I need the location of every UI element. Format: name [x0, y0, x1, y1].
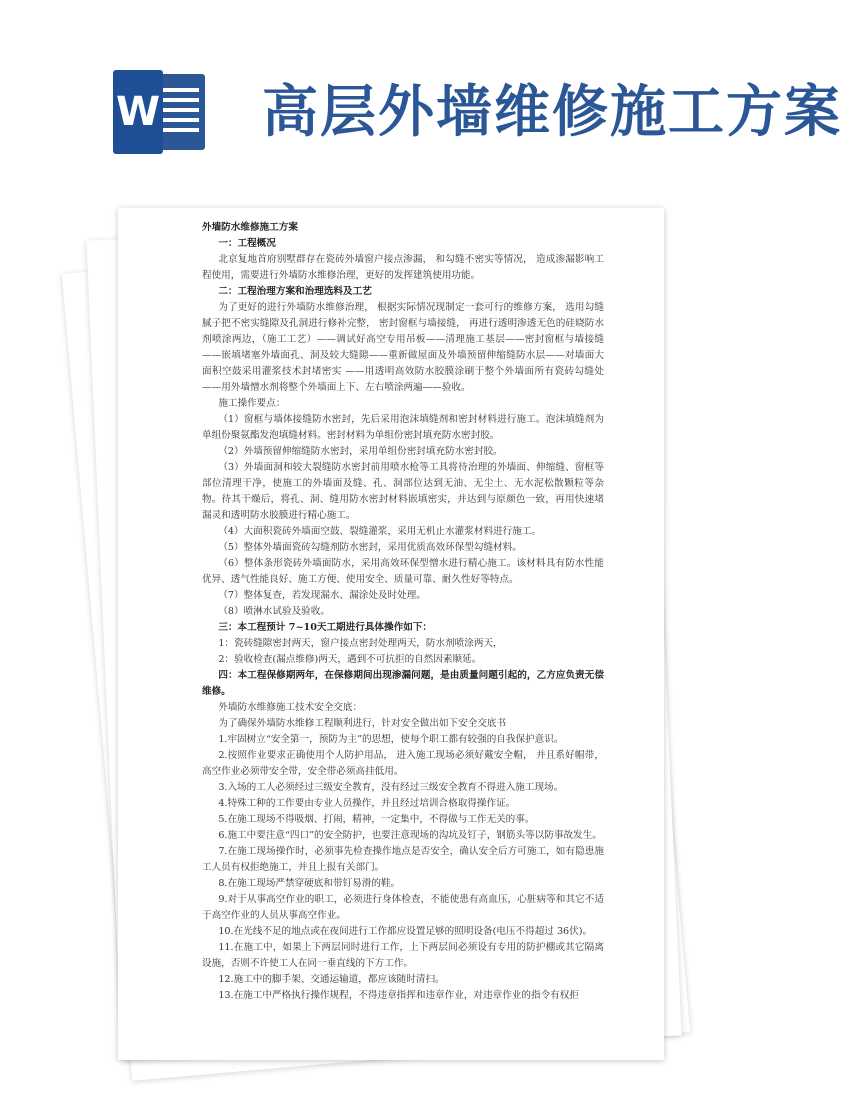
document-paragraph: 1.牢固树立“安全第一，预防为主”的思想，使每个职工都有较强的自我保护意识。 — [218, 734, 564, 745]
document-paragraph: 10.在光线不足的地点或在夜间进行工作都应设置足够的照明设备(电压不得超过 36伏)。 — [218, 926, 593, 937]
document-paragraph: 一：工程概况 — [218, 238, 276, 249]
word-icon — [107, 70, 207, 154]
banner-title: 高层外墙维修施工方案 — [262, 79, 842, 145]
document-paragraph: 为了更好的进行外墙防水维修治理， 根据实际情况现制定一套可行的维修方案， 选用勾缝腻子把不密实缝隙及孔洞进行修补完整， 密封窗框与墙接缝， 再进行透明渗透无色的硅晓防水剂喷涂两边，（施工工艺）——调试好高空专用吊板——清理施工基层——密封窗框与墙接缝——嵌填堵塞外墙面孔、洞及较大缝隙——重新做屋面及外墙预留伸缩缝防水层——对墙面大面积空鼓采用灌浆技术封堵密实 ——用透明高效防水胶膜涂刷于整个外墙面所有瓷砖勾缝处——用外墙憎水剂将整个外墙面上下、左右喷涂两遍——验收。 — [202, 302, 604, 393]
document-paragraph: 3.入场的工人必须经过三级安全教育，没有经过三级安全教育不得进入施工现场。 — [218, 782, 564, 793]
document-paragraph: （8）喷淋水试验及验收。 — [218, 606, 330, 617]
document-paragraph: 6.施工中要注意“四口”的安全防护，也要注意现场的沟坑及钉子，钢筋头等以防事故发生。 — [218, 830, 602, 841]
word-icon-letter: W — [113, 70, 163, 154]
word-icon-line — [159, 118, 199, 122]
document-paragraph: 1：瓷砖缝隙密封两天，窗户接点密封处理两天，防水剂喷涂两天， — [218, 638, 503, 649]
document-paragraph: 4.特殊工种的工作要由专业人员操作，并且经过培训合格取得操作证。 — [218, 798, 516, 809]
document-paragraph: （6）整体条形瓷砖外墙面防水，采用高效环保型憎水进行精心施工。该材料具有防水性能优异、透气性能良好、施工方便、使用安全、质量可靠、耐久性好等特点。 — [202, 558, 604, 585]
word-icon-line — [159, 108, 199, 112]
document-paragraph: 9.对于从事高空作业的职工，必须进行身体检查，不能使患有高血压，心脏病等和其它不适于高空作业的人员从事高空作业。 — [202, 894, 604, 921]
document-page — [118, 208, 664, 1060]
document-paragraph: 三：本工程预计 7~10天工期进行具体操作如下： — [218, 622, 432, 633]
document-paragraph: 外墙防水维修施工方案 — [202, 222, 298, 233]
document-paragraph: 7.在施工现场操作时，必须事先检查操作地点是否安全，确认安全后方可施工，如有隐患施工人员有权拒绝施工，并且上报有关部门。 — [202, 846, 604, 873]
banner — [0, 0, 842, 200]
word-icon-line — [159, 88, 199, 92]
word-icon-line — [159, 128, 199, 132]
word-icon-line — [159, 98, 199, 102]
document-paragraph: 2.按照作业要求正确使用个人防护用品， 进入施工现场必须好戴安全帽， 并且系好帽带，高空作业必须带安全带，安全带必须高挂低用。 — [202, 750, 604, 777]
document-paragraph: 四：本工程保修期两年，在保修期间出现渗漏问题，是由质量问题引起的，乙方应负责无偿维修。 — [202, 670, 604, 697]
document-paragraph: 为了确保外墙防水维修工程顺利进行，针对安全做出如下安全交底书 — [218, 718, 507, 729]
document-paragraph: （1）窗框与墙体接缝防水密封，先后采用泡沫填缝剂和密封材料进行施工。泡沫填缝剂为单组份聚氨酯发泡填缝材料。密封材料为单组份密封填充防水密封胶。 — [202, 414, 604, 441]
document-paragraph: 2：验收检查(漏点维修)两天，遇到不可抗拒的自然因素顺延。 — [218, 654, 482, 665]
document-paragraph: 8.在施工现场严禁穿硬底和带钉易滑的鞋。 — [218, 878, 401, 889]
document-paragraph: 5.在施工现场不得吸烟、打闹，精神，一定集中，不得做与工作无关的事。 — [218, 814, 535, 825]
document-body — [202, 220, 604, 1004]
document-paragraph: （2）外墙预留伸缩缝防水密封，采用单组份密封填充防水密封胶。 — [218, 446, 503, 457]
document-paragraph: 北京复地首府别墅群存在瓷砖外墙窗户接点渗漏， 和勾缝不密实等情况， 造成渗漏影响工程使用，需要进行外墙防水维修治理，更好的发挥建筑使用功能。 — [202, 254, 604, 281]
document-paragraph: （4）大面积瓷砖外墙面空鼓、裂缝灌浆，采用无机止水灌浆材料进行施工。 — [218, 526, 542, 537]
document-paragraph: 施工操作要点： — [218, 398, 286, 409]
document-paragraph: 13.在施工中严格执行操作规程，不得违章指挥和违章作业，对违章作业的指令有权拒 — [218, 990, 579, 1001]
document-paragraph: （3）外墙面洞和较大裂缝防水密封前用喷水枪等工具将待治理的外墙面、伸缩缝、窗框等部位清理干净，使施工的外墙面及缝、孔、洞部位达到无油、无尘土、无水泥松散颗粒等杂物。待其干燥后，将孔、洞、缝用防水密封材料嵌填密实，并达到与原颜色一致，再用快速堵漏灵和透明防水胶膜进行精心施工。 — [202, 462, 604, 521]
document-paragraph: （5）整体外墙面瓷砖勾缝剂防水密封，采用优质高效环保型勾缝材料。 — [218, 542, 522, 553]
document-paragraph: 12.施工中的脚手架、交通运输道，都应该随时清扫。 — [218, 974, 445, 985]
document-paragraph: （7）整体复查，若发现漏水、漏涂处及时处理。 — [218, 590, 426, 601]
document-paragraph: 二：工程治理方案和治理选料及工艺 — [218, 286, 372, 297]
document-paragraph: 11.在施工中，如果上下两层同时进行工作，上下两层间必须设有专用的防护棚或其它隔离设施，否则不许使工人在同一垂直线的下方工作。 — [202, 942, 604, 969]
document-paragraph: 外墙防水维修施工技术安全交底： — [218, 702, 363, 713]
